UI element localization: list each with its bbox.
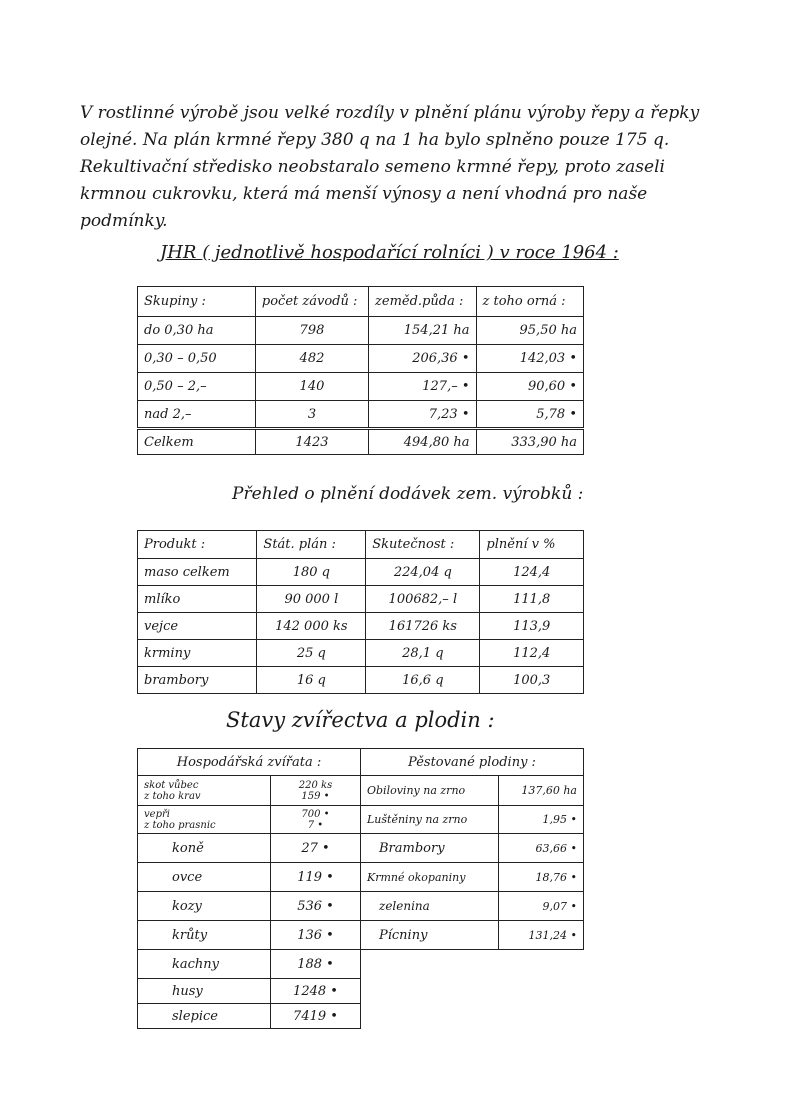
column-header: zeměd.půda :	[369, 287, 476, 317]
table-row	[138, 834, 361, 863]
table-cell: 0,50 – 2,–	[138, 373, 256, 401]
table2-title: Přehled o plnění dodávek zem. výrobků :	[232, 484, 584, 504]
table-cell: 63,66 •	[499, 834, 584, 863]
table-cell: slepice	[138, 1004, 271, 1029]
column-header: Hospodářská zvířata :	[138, 749, 361, 776]
table-cell: Celkem	[138, 429, 256, 455]
table-cell: 482	[255, 345, 368, 373]
animals-table	[137, 748, 361, 1029]
table-cell: Krmné okopaniny	[361, 863, 499, 892]
table-cell: 3	[255, 401, 368, 429]
table-row	[138, 979, 361, 1004]
table-row	[138, 1004, 361, 1029]
table-cell: kachny	[138, 950, 271, 979]
animal-sublabel: z toho prasnic	[144, 819, 216, 831]
table-cell	[271, 776, 361, 806]
table-row	[138, 667, 584, 694]
column-header: Stát. plán :	[257, 531, 366, 559]
table-row	[361, 834, 584, 863]
table-cell: 112,4	[480, 640, 584, 667]
column-header: Skupiny :	[138, 287, 256, 317]
table-row	[138, 863, 361, 892]
deliveries-table	[137, 530, 584, 694]
table-cell: krminy	[138, 640, 257, 667]
table-row	[138, 373, 584, 401]
table-row	[138, 806, 361, 834]
paragraph-line: olejné. Na plán krmné řepy 380 q na 1 ha bylo splněno pouze 175 q.	[80, 130, 670, 150]
table-header-row	[361, 749, 584, 776]
table-cell: 7,23 •	[369, 401, 476, 429]
column-header: z toho orná :	[476, 287, 584, 317]
table-cell: 161726 ks	[366, 613, 480, 640]
table-cell: Brambory	[361, 834, 499, 863]
column-header: Produkt :	[138, 531, 257, 559]
table-cell: 18,76 •	[499, 863, 584, 892]
animal-subcount: 159 •	[301, 790, 330, 802]
animal-label: skot vůbec	[144, 779, 199, 791]
table-cell: 16,6 q	[366, 667, 480, 694]
table-cell: 90,60 •	[476, 373, 584, 401]
animal-subcount: 7 •	[307, 819, 324, 831]
table-cell: maso celkem	[138, 559, 257, 586]
table-cell: 95,50 ha	[476, 317, 584, 345]
column-header: Skutečnost :	[366, 531, 480, 559]
jhr-table	[137, 286, 584, 455]
table-cell: krůty	[138, 921, 271, 950]
table-cell: nad 2,–	[138, 401, 256, 429]
table-cell: 180 q	[257, 559, 366, 586]
table-cell: ovce	[138, 863, 271, 892]
table-cell: 7419 •	[271, 1004, 361, 1029]
table-row	[138, 892, 361, 921]
table-cell: brambory	[138, 667, 257, 694]
table-cell: 536 •	[271, 892, 361, 921]
column-header: Pěstované plodiny :	[361, 749, 584, 776]
table-cell: 494,80 ha	[369, 429, 476, 455]
animal-count: 220 ks	[298, 779, 333, 791]
paragraph-line: V rostlinné výrobě jsou velké rozdíly v plnění plánu výroby řepy a řepky	[80, 103, 700, 123]
table-row	[138, 776, 361, 806]
table-cell: 131,24 •	[499, 921, 584, 950]
table-cell: 27 •	[271, 834, 361, 863]
table-row	[361, 776, 584, 806]
table-cell: kozy	[138, 892, 271, 921]
paragraph-line: podmínky.	[80, 211, 168, 231]
table-total-row	[138, 429, 584, 455]
table3-title: Stavy zvířectva a plodin :	[226, 708, 495, 732]
table-cell: 9,07 •	[499, 892, 584, 921]
table-cell: 140	[255, 373, 368, 401]
table-cell: 25 q	[257, 640, 366, 667]
table-cell: 100682,– l	[366, 586, 480, 613]
table-cell: 798	[255, 317, 368, 345]
table-cell	[138, 776, 271, 806]
crops-table	[360, 748, 584, 950]
table-cell: 137,60 ha	[499, 776, 584, 806]
paragraph-line: krmnou cukrovku, která má menší výnosy a není vhodná pro naše	[80, 184, 648, 204]
table-row	[138, 613, 584, 640]
paragraph-line: Rekultivační středisko neobstaralo semeno krmné řepy, proto zaseli	[80, 157, 665, 177]
table-cell: 0,30 – 0,50	[138, 345, 256, 373]
table-cell: 224,04 q	[366, 559, 480, 586]
table-cell: 188 •	[271, 950, 361, 979]
table-cell: 136 •	[271, 921, 361, 950]
table-row	[138, 586, 584, 613]
animal-count: 700 •	[301, 808, 330, 820]
table-cell: 127,– •	[369, 373, 476, 401]
table-row	[361, 863, 584, 892]
table-cell: Obiloviny na zrno	[361, 776, 499, 806]
table-cell: 333,90 ha	[476, 429, 584, 455]
table-cell: 5,78 •	[476, 401, 584, 429]
table-header-row	[138, 531, 584, 559]
table-cell: zelenina	[361, 892, 499, 921]
intro-paragraph	[80, 100, 720, 235]
table-cell: 16 q	[257, 667, 366, 694]
table-row	[138, 559, 584, 586]
table-row	[138, 401, 584, 429]
table-cell: 28,1 q	[366, 640, 480, 667]
table-cell: 90 000 l	[257, 586, 366, 613]
table-row	[361, 892, 584, 921]
animal-label: vepři	[144, 808, 170, 820]
table-cell: 1248 •	[271, 979, 361, 1004]
table-cell: mlíko	[138, 586, 257, 613]
table-cell: husy	[138, 979, 271, 1004]
table-cell: 113,9	[480, 613, 584, 640]
table-cell: vejce	[138, 613, 257, 640]
table-row	[138, 317, 584, 345]
column-header: počet závodů :	[255, 287, 368, 317]
table-row	[361, 806, 584, 834]
table1-title: JHR ( jednotlivě hospodařící rolníci ) v roce 1964 :	[160, 242, 619, 263]
table-cell: 111,8	[480, 586, 584, 613]
table-cell: 1423	[255, 429, 368, 455]
table-row	[361, 921, 584, 950]
table-row	[138, 921, 361, 950]
table-cell: 206,36 •	[369, 345, 476, 373]
table-row	[138, 640, 584, 667]
table-cell	[271, 806, 361, 834]
animal-sublabel: z toho krav	[144, 790, 201, 802]
table-cell: 124,4	[480, 559, 584, 586]
table-header-row	[138, 287, 584, 317]
table-cell: koně	[138, 834, 271, 863]
column-header: plnění v %	[480, 531, 584, 559]
table-cell: 154,21 ha	[369, 317, 476, 345]
table-cell: 100,3	[480, 667, 584, 694]
table-cell: 119 •	[271, 863, 361, 892]
table-cell: 142,03 •	[476, 345, 584, 373]
table-cell: 142 000 ks	[257, 613, 366, 640]
table-cell: Pícniny	[361, 921, 499, 950]
table-row	[138, 950, 361, 979]
table-cell: 1,95 •	[499, 806, 584, 834]
table-cell	[138, 806, 271, 834]
table-header-row	[138, 749, 361, 776]
table-cell: do 0,30 ha	[138, 317, 256, 345]
table-cell: Luštěniny na zrno	[361, 806, 499, 834]
table-row	[138, 345, 584, 373]
